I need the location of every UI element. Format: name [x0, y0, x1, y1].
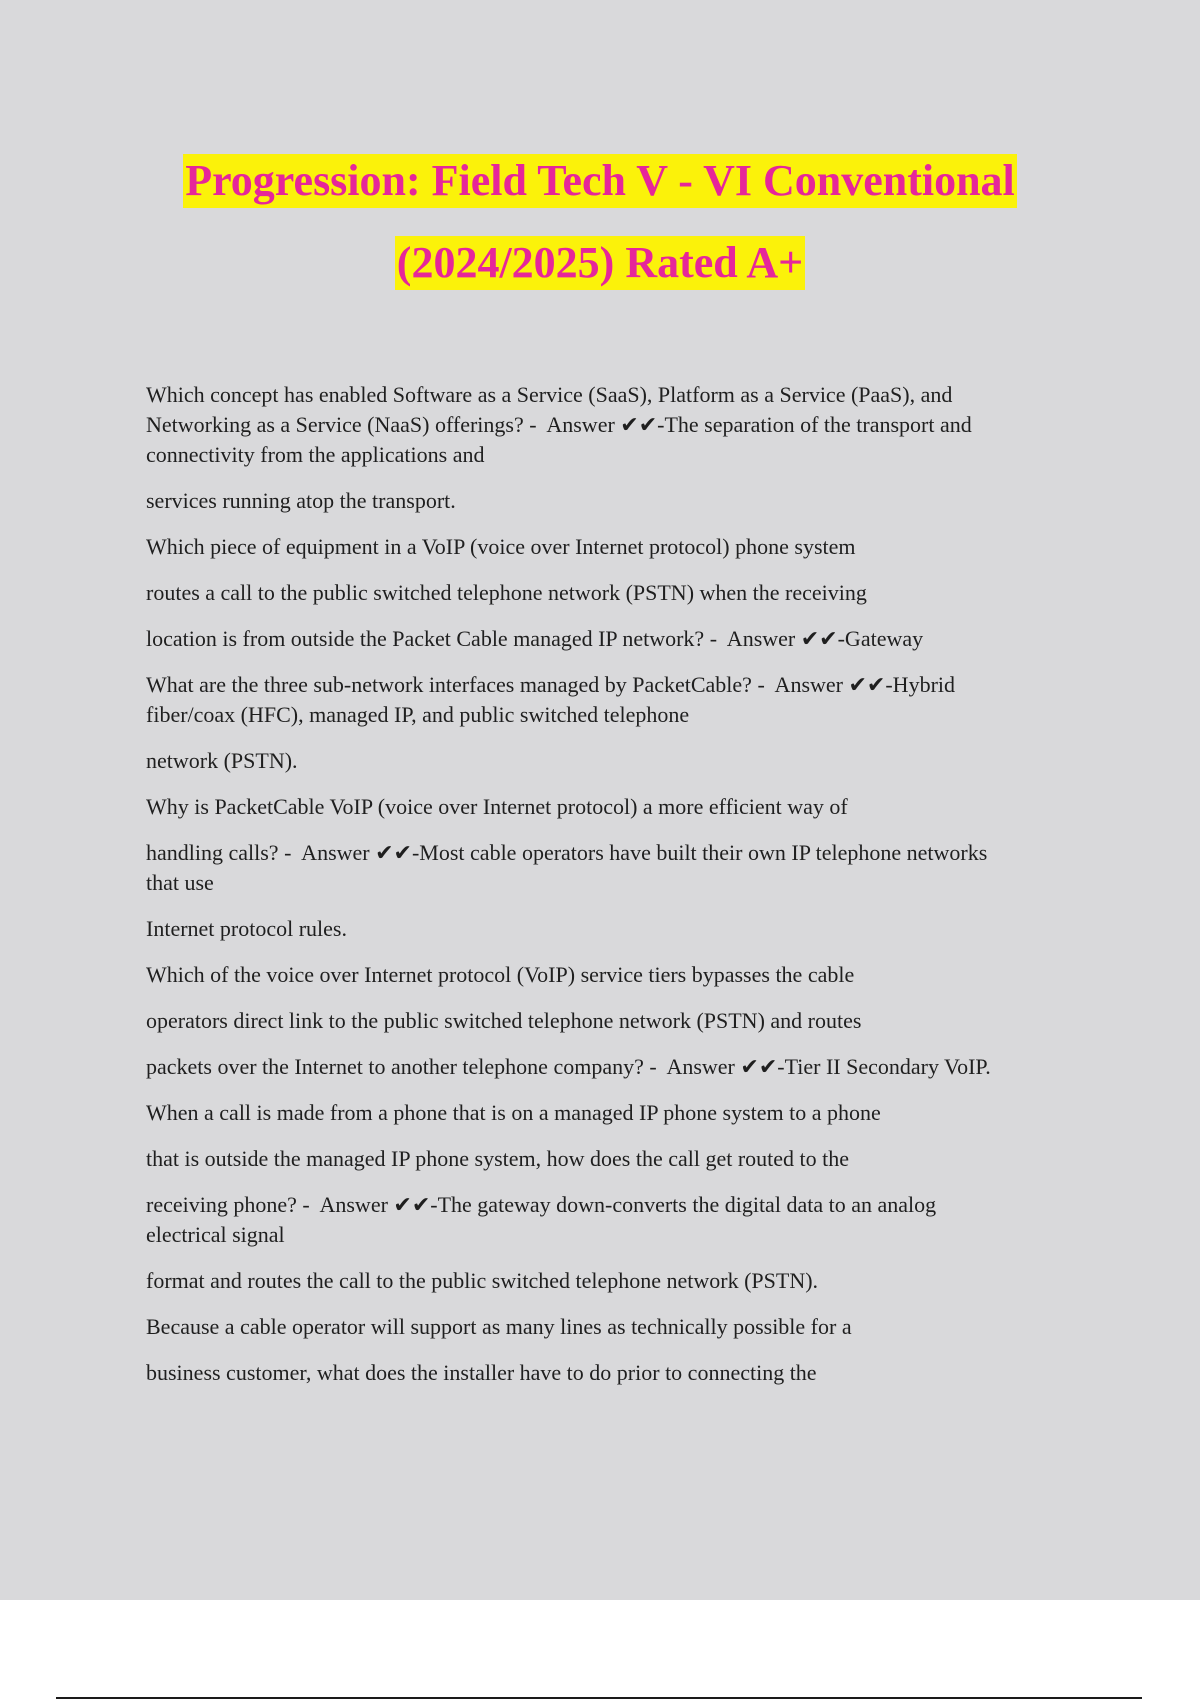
body-line: that is outside the managed IP phone system, how does the call get routed to the	[146, 1146, 850, 1171]
title-line-2: (2024/2025) Rated A+	[395, 236, 805, 290]
body-line: routes a call to the public switched telephone network (PSTN) when the receiving	[146, 580, 867, 605]
document-title	[0, 140, 1200, 304]
body-line: operators direct link to the public switched telephone network (PSTN) and routes	[146, 1008, 862, 1033]
body-line: Which concept has enabled Software as a Service (SaaS), Platform as a Service (PaaS), and	[146, 382, 953, 407]
body-line: format and routes the call to the public switched telephone network (PSTN).	[146, 1268, 819, 1293]
body-line: Which piece of equipment in a VoIP (voice over Internet protocol) phone system	[146, 534, 856, 559]
body-line: Internet protocol rules.	[146, 916, 347, 941]
body-line: electrical signal	[146, 1222, 285, 1247]
body-line: network (PSTN).	[146, 748, 298, 773]
body-line: connectivity from the applications and	[146, 442, 485, 467]
body-line: Which of the voice over Internet protocol (VoIP) service tiers bypasses the cable	[146, 962, 855, 987]
body-line: handling calls? - Answer ✔✔-Most cable operators have built their own IP telephone networks	[146, 840, 988, 865]
body-line: business customer, what does the installer have to do prior to connecting the	[146, 1360, 817, 1385]
body-line: Networking as a Service (NaaS) offerings? - Answer ✔✔-The separation of the transport and	[146, 412, 972, 437]
body-line: packets over the Internet to another telephone company? - Answer ✔✔-Tier II Secondary VoIP.	[146, 1054, 991, 1079]
body-line: Because a cable operator will support as many lines as technically possible for a	[146, 1314, 852, 1339]
body-line: When a call is made from a phone that is on a managed IP phone system to a phone	[146, 1100, 881, 1125]
body-line: receiving phone? - Answer ✔✔-The gateway down-converts the digital data to an analog	[146, 1192, 937, 1217]
body-line: location is from outside the Packet Cable managed IP network? - Answer ✔✔-Gateway	[146, 626, 924, 651]
body-line: What are the three sub-network interfaces managed by PacketCable? - Answer ✔✔-Hybrid	[146, 672, 956, 697]
footer-divider	[56, 1697, 1142, 1699]
document-body	[146, 380, 1096, 1388]
body-line: that use	[146, 870, 214, 895]
body-line: services running atop the transport.	[146, 488, 456, 513]
title-line-1: Progression: Field Tech V - VI Conventional	[183, 154, 1017, 208]
body-line: fiber/coax (HFC), managed IP, and public switched telephone	[146, 702, 690, 727]
body-line: Why is PacketCable VoIP (voice over Internet protocol) a more efficient way of	[146, 794, 848, 819]
